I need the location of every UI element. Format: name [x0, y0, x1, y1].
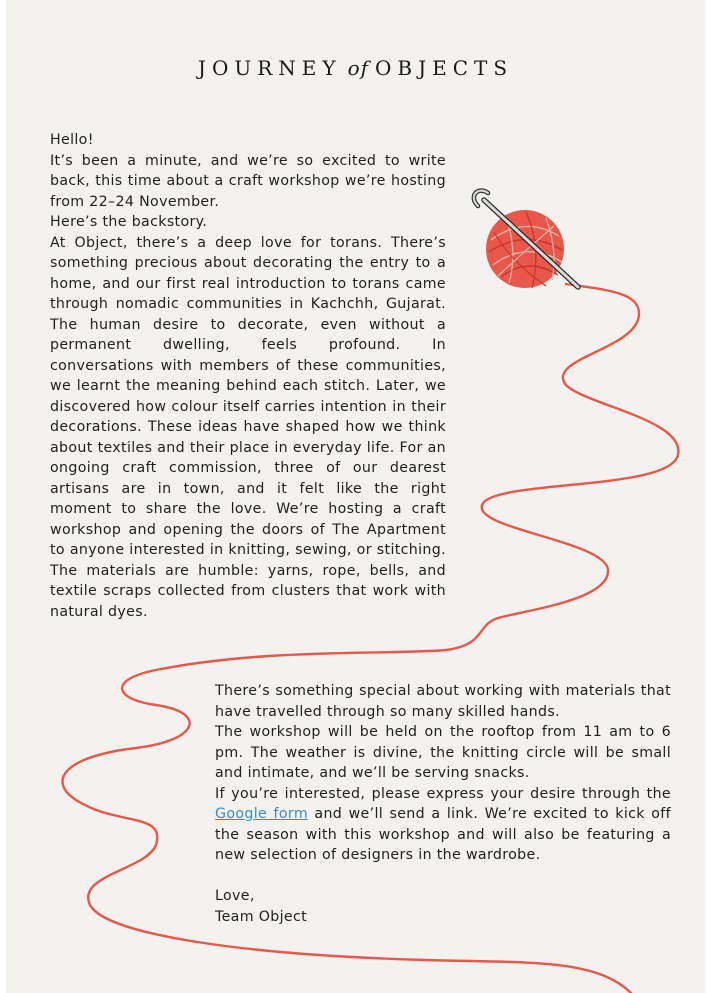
details-text-block: [215, 681, 671, 927]
google-form-link[interactable]: Google form: [215, 806, 309, 822]
page-title: [6, 56, 705, 80]
intro-paragraph-2: Here’s the backstory.: [50, 214, 208, 230]
title-word-journey: JOURNEY: [197, 56, 342, 80]
newsletter-page: [6, 0, 705, 993]
title-word-objects: OBJECTS: [375, 56, 514, 80]
intro-paragraph-3: At Object, there’s a deep love for torans. There’s something precious about decorating the entry to a home, and our first real introduction to torans came through nomadic communities in Kachchh, Gujarat. The human desire to decorate, even without a permanent dwelling, feels profound. In conversations with members of these communities, we learnt the meaning behind each stitch. Later, we discovered how colour itself carries intention in their decorations. These ideas have shaped how we think about textiles and their place in everyday life. For an ongoing craft commission, three of our dearest artisans are in town, and it felt like the right moment to share the love. We’re hosting a craft workshop and opening the doors of The Apartment to anyone interested in knitting, sewing, or stitching. The materials are humble: yarns, rope, bells, and textile scraps collected from clusters that work with natural dyes.: [50, 234, 446, 620]
greeting: Hello!: [50, 132, 94, 148]
details-paragraph-3: [215, 784, 671, 866]
details-paragraph-2: The workshop will be held on the rooftop from 11 am to 6 pm. The weather is divine, the knitting circle will be small and intimate, and we’ll be serving snacks.: [215, 724, 671, 781]
intro-text-block: [50, 130, 446, 622]
details-paragraph-1: There’s something special about working with materials that have travelled through so many skilled hands.: [215, 683, 671, 720]
details-paragraph-3-end: and we’ll send a link. We’re excited to kick off the season with this workshop and will also be featuring a new selection of designers in the wardrobe.: [215, 806, 671, 863]
signature: Team Object: [215, 908, 308, 925]
title-word-of: of: [347, 56, 370, 80]
intro-paragraph-1: It’s been a minute, and we’re so excited to write back, this time about a craft workshop we’re hosting from 22–24 November.: [50, 152, 446, 210]
details-paragraph-3-start: If you’re interested, please express your desire through the: [215, 785, 671, 802]
yarn-ball-icon: [486, 210, 564, 288]
signoff: Love,: [215, 888, 255, 904]
